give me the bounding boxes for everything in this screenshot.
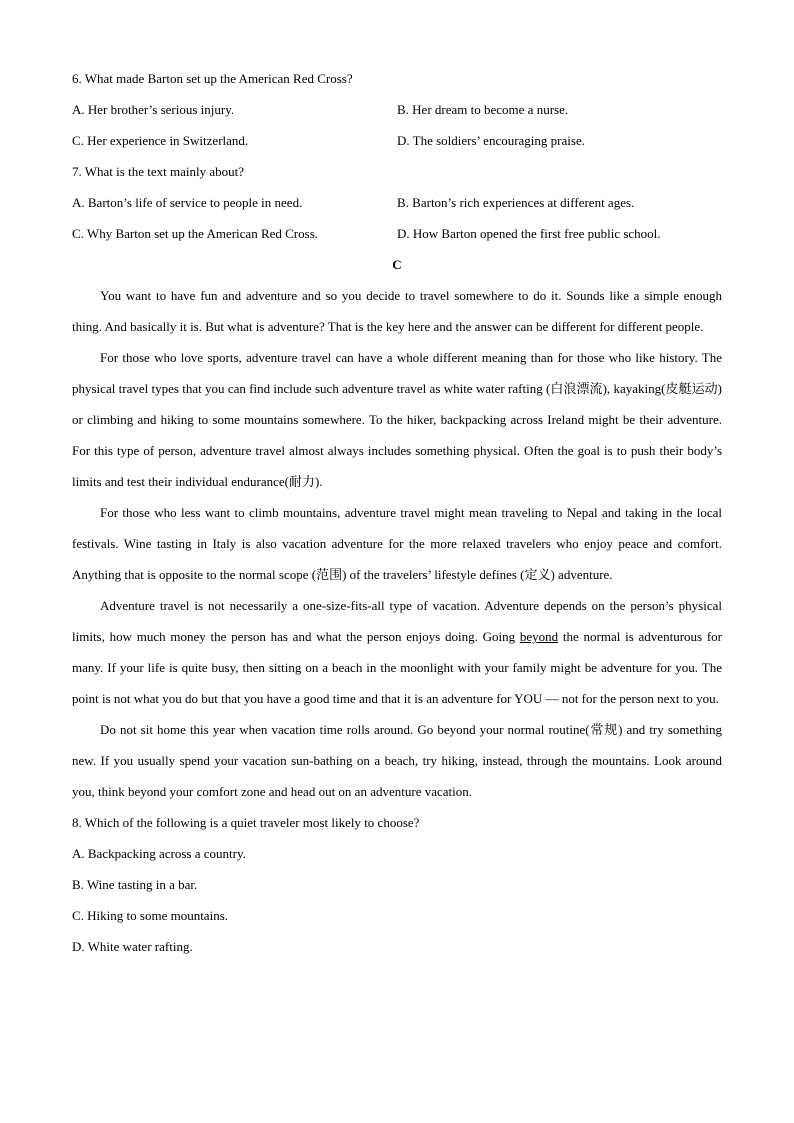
question-8: 8. Which of the following is a quiet traveler most likely to choose? — [72, 815, 420, 830]
option-8c: C. Hiking to some mountains. — [72, 908, 228, 923]
underlined-word: beyond — [519, 629, 559, 644]
passage-paragraph-5: Do not sit home this year when vacation time rolls around. Go beyond your normal routine(常规) and try something new. If you usually spend your vacation sun-bathing on a beach, try hiking, instead, through the mountains. Look around you, think beyond your comfort zone and head out on an adventure vacation. — [72, 722, 722, 799]
passage-paragraph-3: For those who less want to climb mountains, adventure travel might mean traveling to Nepal and taking in the local festivals. Wine tasting in Italy is also vacation adventure for the more relaxed travelers who enjoy peace and comfort. Anything that is opposite to the normal scope (范围) of the travelers’ lifestyle defines (定义) adventure. — [72, 505, 722, 582]
option-8b: B. Wine tasting in a bar. — [72, 877, 198, 892]
section-label: C — [392, 257, 402, 272]
question-6-options-row-1 — [72, 94, 722, 125]
option-7b: B. Barton’s rich experiences at different ages. — [397, 195, 635, 210]
option-6b: B. Her dream to become a nurse. — [397, 102, 569, 117]
passage-paragraph-1: You want to have fun and adventure and so you decide to travel somewhere to do it. Sounds like a simple enough thing. And basically it is. But what is adventure? That is the key here and the answer can be different for different people. — [72, 288, 722, 334]
passage-paragraph-4 — [72, 590, 722, 714]
passage-paragraph-4-end: the normal is adventurous for many. If your life is quite busy, then sitting on a beach in the moonlight with your family might be adventure for you. The point is not what you do but that you have a good time and that it is an adventure for YOU — not for the person next to you. — [72, 629, 722, 706]
option-8a: A. Backpacking across a country. — [72, 846, 246, 861]
option-7a: A. Barton’s life of service to people in need. — [72, 195, 303, 210]
option-6d: D. The soldiers’ encouraging praise. — [397, 133, 585, 148]
question-6-options-row-2 — [72, 125, 722, 156]
document-page — [72, 63, 722, 962]
option-6a: A. Her brother’s serious injury. — [72, 102, 235, 117]
option-8d: D. White water rafting. — [72, 939, 193, 954]
option-7d: D. How Barton opened the first free public school. — [397, 226, 661, 241]
passage-paragraph-4-start: Adventure travel is not necessarily a one-size-fits-all type of vacation. Adventure depends on the person’s physical limits, how much money the person has and what the person enjoys doing. Going — [72, 598, 722, 644]
question-7-options-row-1 — [72, 187, 722, 218]
option-6c: C. Her experience in Switzerland. — [72, 133, 249, 148]
question-7-options-row-2 — [72, 218, 722, 249]
question-6: 6. What made Barton set up the American Red Cross? — [72, 71, 353, 86]
option-7c: C. Why Barton set up the American Red Cross. — [72, 226, 319, 241]
question-7: 7. What is the text mainly about? — [72, 164, 244, 179]
passage-paragraph-2: For those who love sports, adventure travel can have a whole different meaning than for those who like history. The physical travel types that you can find include such adventure travel as white water rafting (白浪漂流), kayaking(皮艇运动) or climbing and hiking to some mountains somewhere. To the hiker, backpacking across Ireland might be their adventure. For this type of person, adventure travel almost always includes something physical. Often the goal is to push their body’s limits and test their individual endurance(耐力). — [72, 350, 722, 489]
